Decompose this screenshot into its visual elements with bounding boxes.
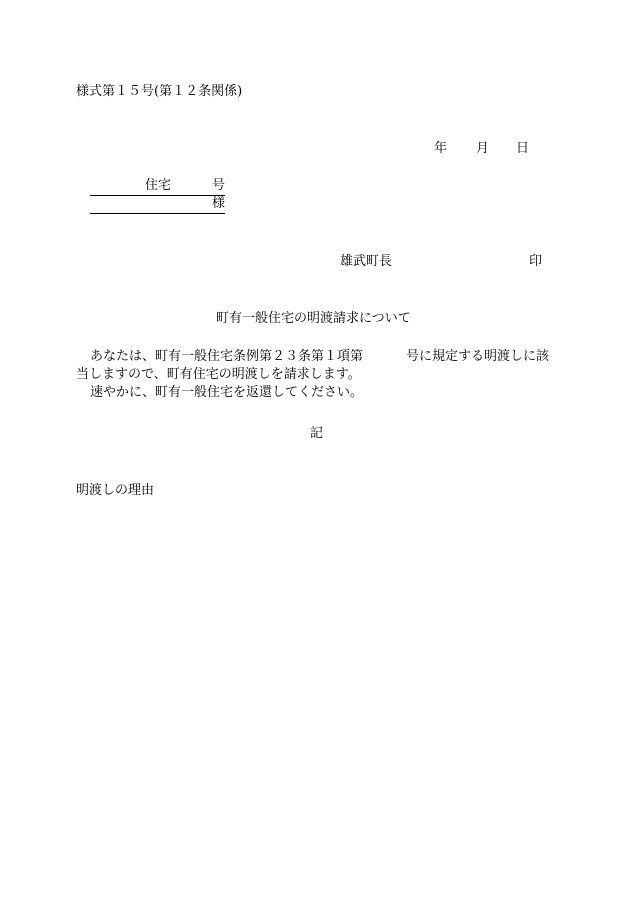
year-label: 年	[434, 141, 448, 156]
body-line-2: 当しますので、町有住宅の明渡しを請求します。	[76, 367, 361, 382]
ki-heading: 記	[310, 426, 324, 441]
seal-mark: 印	[529, 254, 543, 269]
housing-number-label: 号	[212, 178, 226, 193]
month-label: 月	[476, 141, 490, 156]
day-label: 日	[516, 141, 530, 156]
honorific-sama: 様	[212, 196, 226, 211]
reason-label: 明渡しの理由	[76, 483, 155, 498]
document-subject: 町有一般住宅の明渡請求について	[216, 311, 411, 326]
body-line-1-part-a: あなたは、町有一般住宅条例第２３条第１項第	[90, 349, 364, 364]
body-line-3: 速やかに、町有一般住宅を返還してください。	[90, 385, 364, 400]
body-line-1-part-b: 号に規定する明渡しに該	[406, 349, 550, 364]
addressee-name-line	[90, 196, 225, 214]
housing-label: 住宅	[145, 178, 172, 193]
housing-address-line	[90, 178, 225, 196]
form-number: 様式第１５号(第１２条関係)	[76, 84, 243, 99]
sender-title: 雄武町長	[340, 254, 393, 269]
body-line-1	[90, 349, 550, 365]
